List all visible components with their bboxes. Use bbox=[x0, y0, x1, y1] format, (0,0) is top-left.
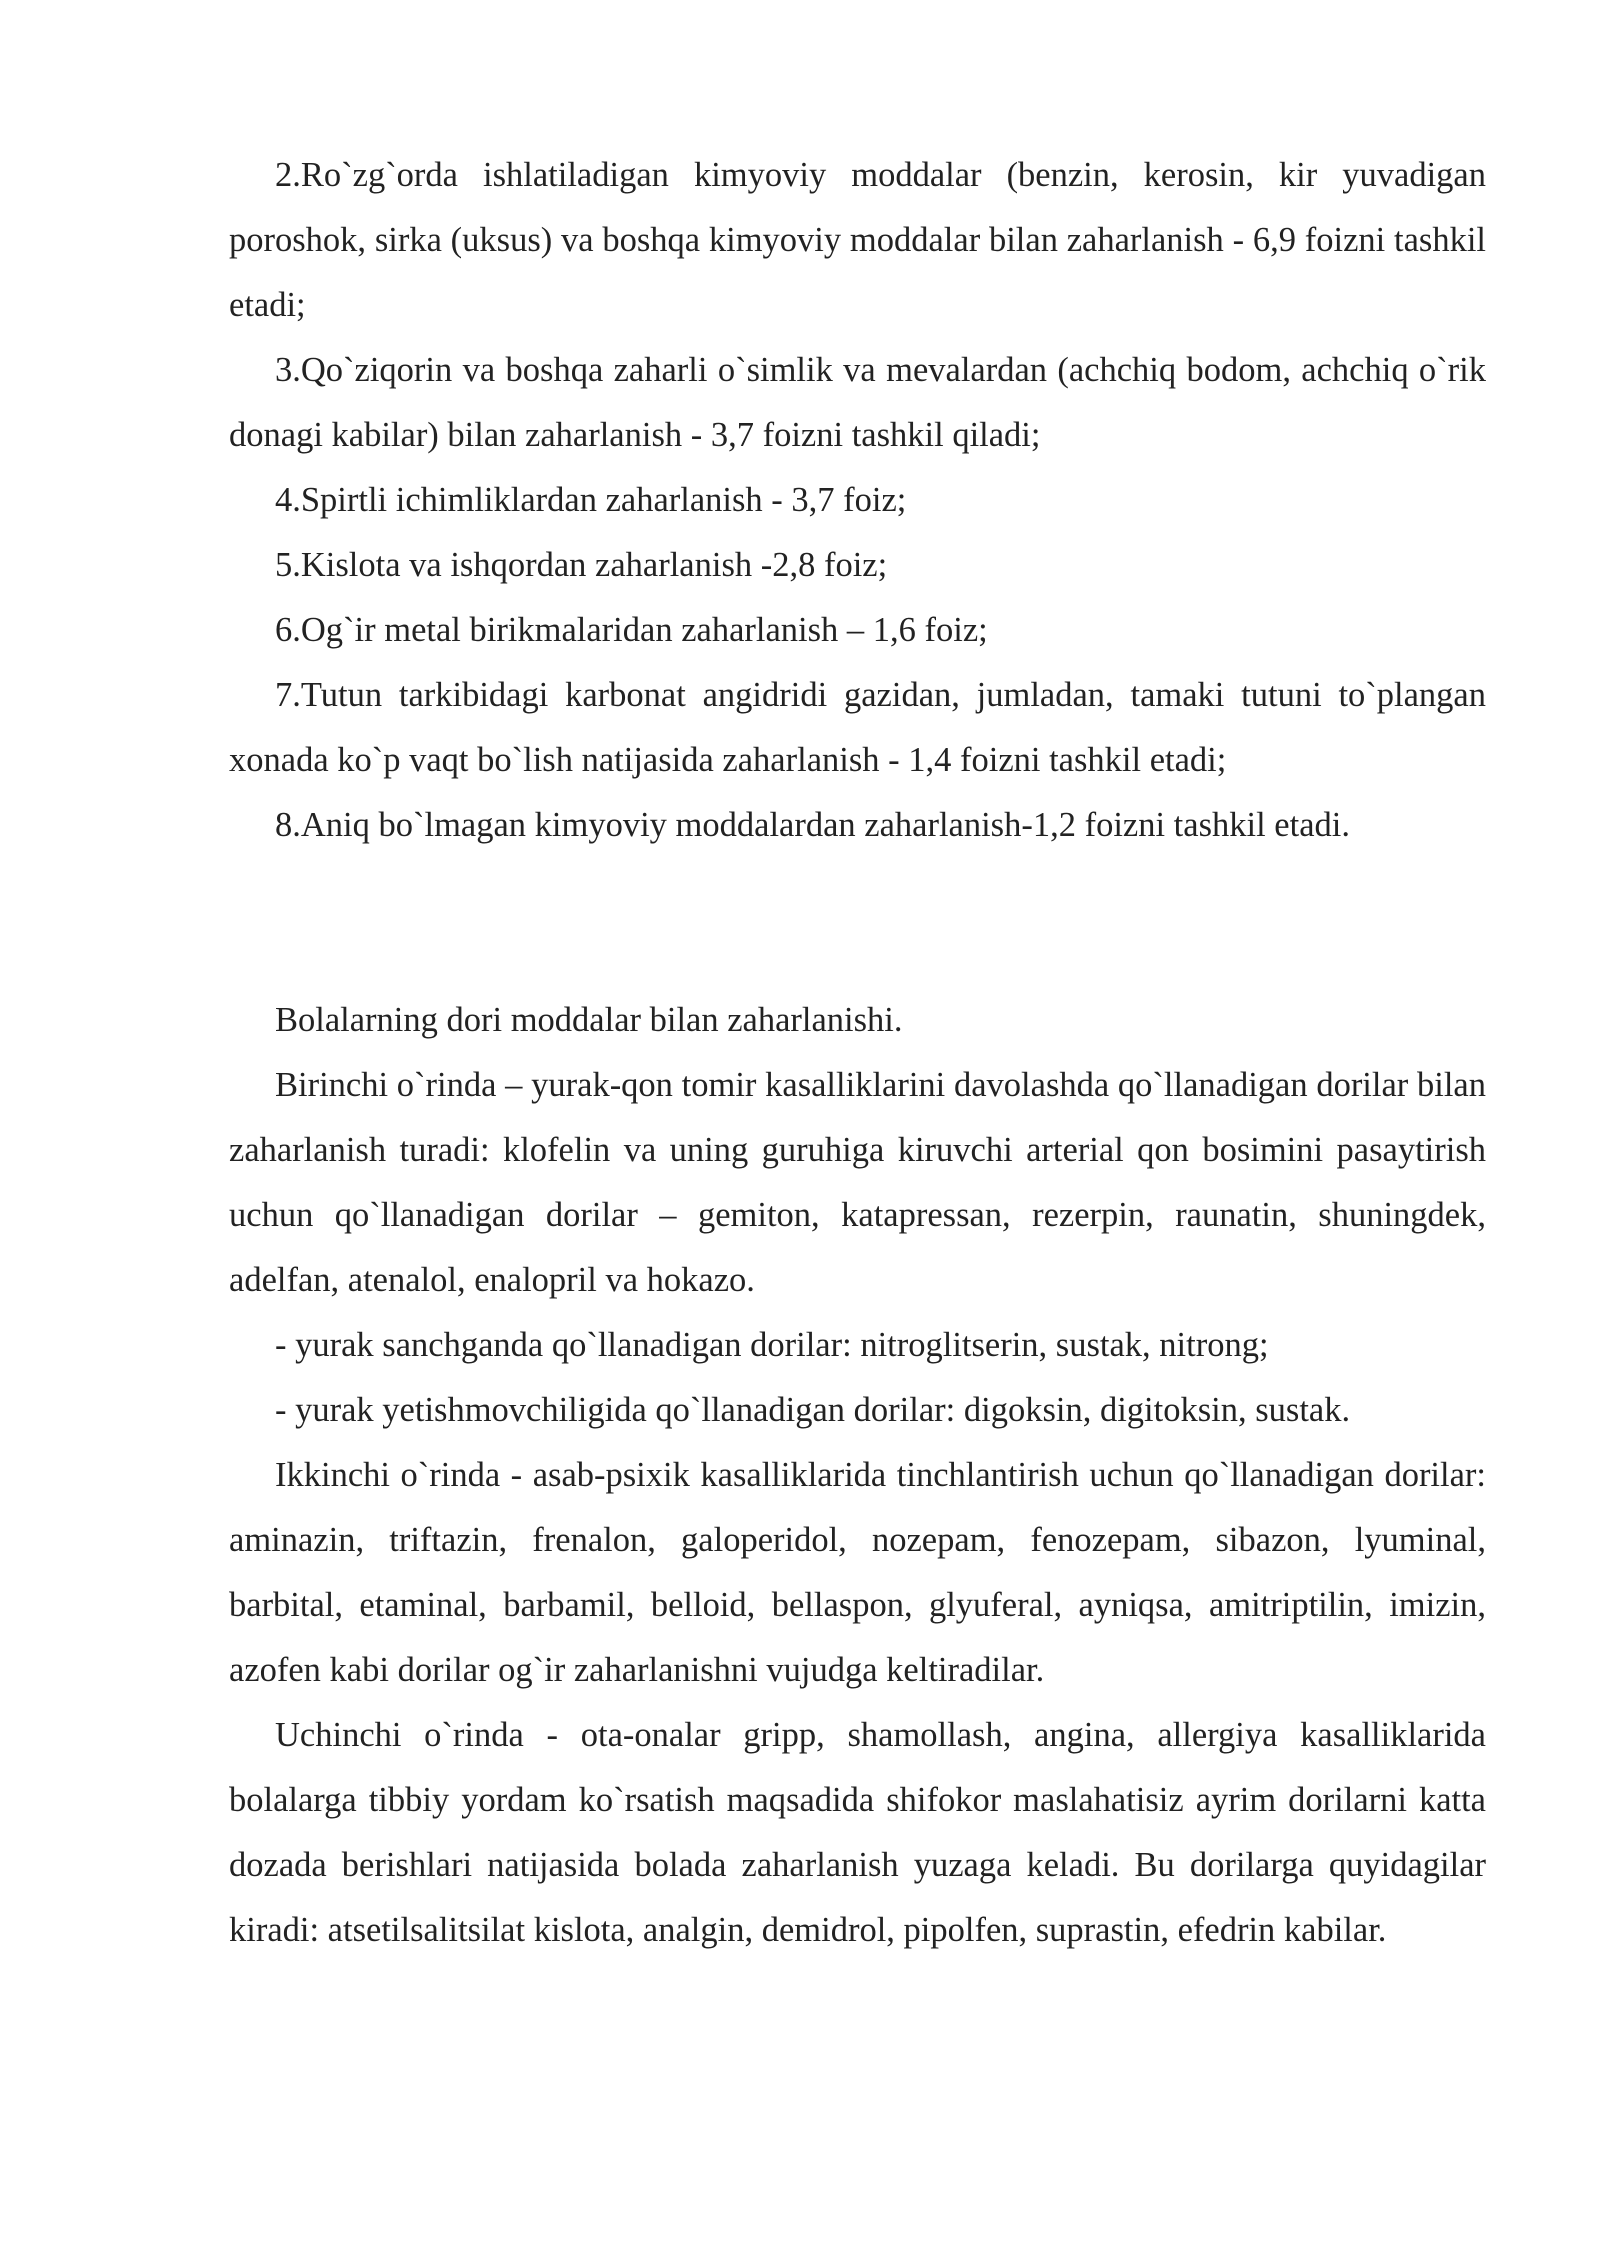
list-item: 4.Spirtli ichimliklardan zaharlanish - 3,7 foiz; bbox=[275, 481, 907, 519]
section-heading: Bolalarning dori moddalar bilan zaharlanishi. bbox=[275, 1001, 903, 1039]
body-paragraph: Ikkinchi o`rinda - asab-psixik kasalliklarida tinchlantirish uchun qo`llanadigan dorilar: aminazin, triftazin, frenalon, galoperidol, nozepam, fenozepam, sibazon, lyuminal, barbital, etaminal, barbamil, belloid, bellaspon, glyuferal, ayniqsa, amitriptilin, imizin, azofen kabi dorilar og`ir zaharlanishni vujudga keltiradilar. bbox=[229, 1456, 1486, 1689]
body-paragraph: - yurak yetishmovchiligida qo`llanadigan dorilar: digoksin, digitoksin, sustak. bbox=[275, 1391, 1351, 1429]
list-item: 5.Kislota va ishqordan zaharlanish -2,8 foiz; bbox=[275, 546, 888, 584]
body-paragraph: - yurak sanchganda qo`llanadigan dorilar: nitroglitserin, sustak, nitrong; bbox=[275, 1326, 1269, 1364]
body-paragraph: Birinchi o`rinda – yurak-qon tomir kasalliklarini davolashda qo`llanadigan dorilar bilan zaharlanish turadi: klofelin va uning guruhiga kiruvchi arterial qon bosimini pasaytirish uchun qo`llanadigan dorilar – gemiton, katapressan, rezerpin, raunatin, shuningdek, adelfan, atenalol, enalopril va hokazo. bbox=[229, 1066, 1486, 1299]
section-spacer bbox=[229, 858, 1486, 988]
list-item: 3.Qo`ziqorin va boshqa zaharli o`simlik va mevalardan (achchiq bodom, achchiq o`rik donagi kabilar) bilan zaharlanish - 3,7 foizni tashkil qiladi; bbox=[229, 351, 1486, 454]
list-item: 2.Ro`zg`orda ishlatiladigan kimyoviy moddalar (benzin, kerosin, kir yuvadigan poroshok, sirka (uksus) va boshqa kimyoviy moddalar bilan zaharlanish - 6,9 foizni tashkil etadi; bbox=[229, 156, 1486, 324]
list-item: 6.Og`ir metal birikmalaridan zaharlanish – 1,6 foiz; bbox=[275, 611, 988, 649]
list-item: 8.Aniq bo`lmagan kimyoviy moddalardan zaharlanish-1,2 foizni tashkil etadi. bbox=[275, 806, 1350, 844]
body-paragraph: Uchinchi o`rinda - ota-onalar gripp, shamollash, angina, allergiya kasalliklarida bolalarga tibbiy yordam ko`rsatish maqsadida shifokor maslahatisiz ayrim dorilarni katta dozada berishlari natijasida bolada zaharlanish yuzaga keladi. Bu dorilarga quyidagilar kiradi: atsetilsalitsilat kislota, analgin, demidrol, pipolfen, suprastin, efedrin kabilar. bbox=[229, 1716, 1486, 1949]
document-body bbox=[229, 143, 1486, 1963]
list-item: 7.Tutun tarkibidagi karbonat angidridi gazidan, jumladan, tamaki tutuni to`plangan xonada ko`p vaqt bo`lish natijasida zaharlanish - 1,4 foizni tashkil etadi; bbox=[229, 676, 1486, 779]
